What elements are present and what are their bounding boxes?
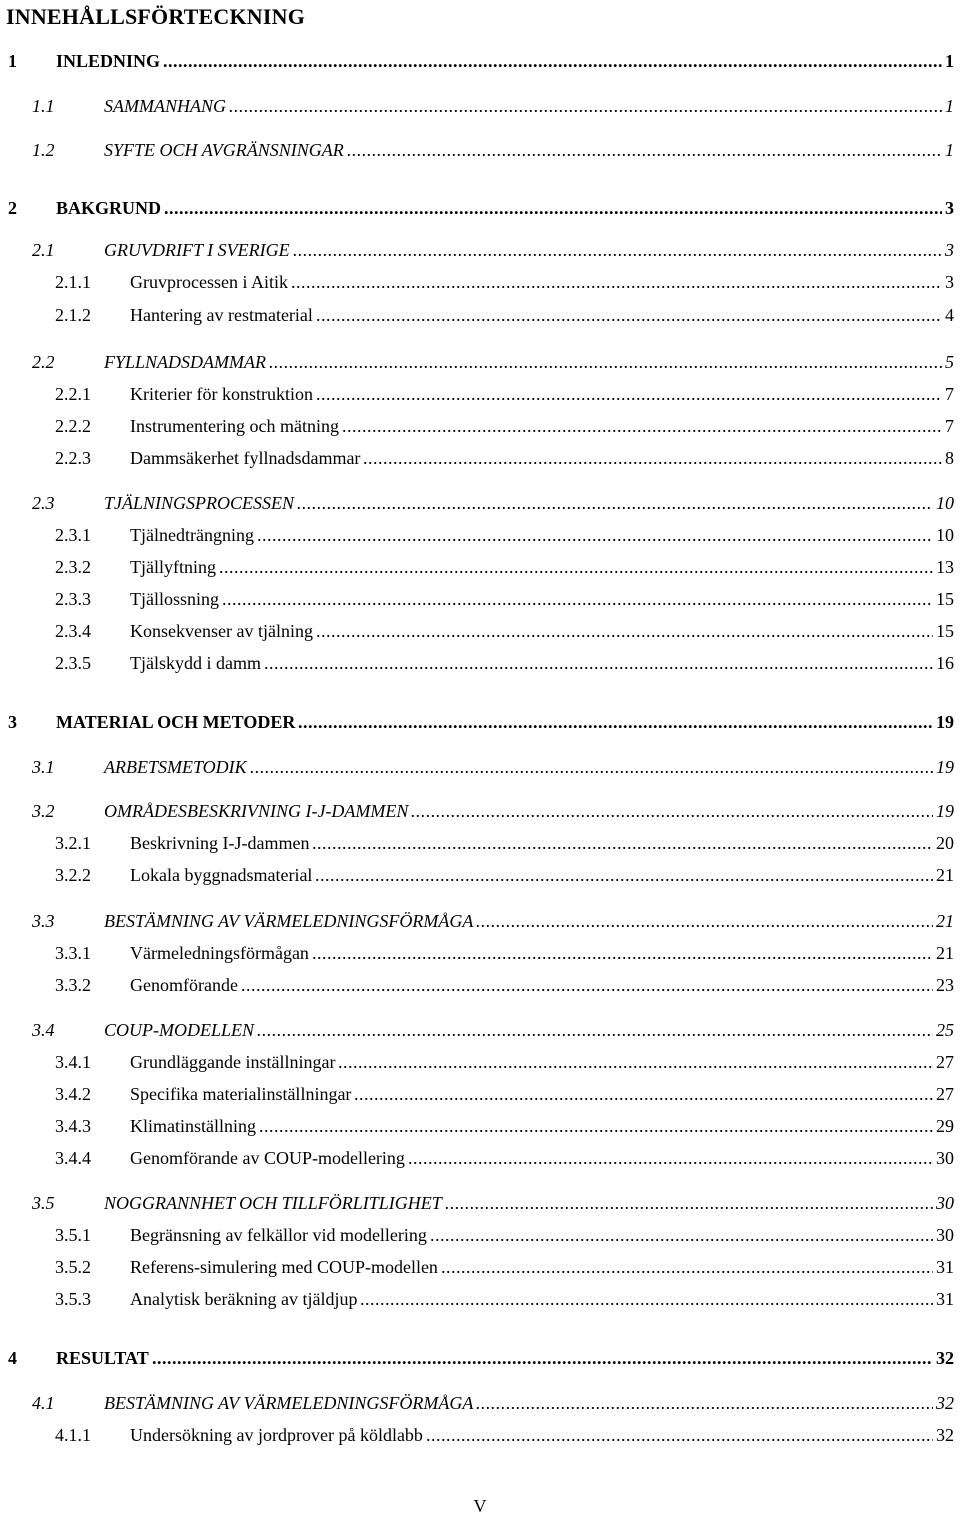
toc-entry[interactable] [0,1393,960,1417]
toc-dot-leader [163,51,942,72]
toc-entry-number: 3.2.2 [55,865,91,885]
toc-entry[interactable] [0,975,960,999]
toc-entry[interactable] [0,1193,960,1217]
toc-entry[interactable] [0,1257,960,1281]
toc-entry-number: 2.2.3 [55,448,91,468]
toc-entry[interactable] [0,833,960,857]
toc-dot-leader [316,305,942,326]
toc-entry-title: TJÄLNINGSPROCESSEN [104,493,295,513]
toc-entry-title: RESULTAT [56,1348,149,1368]
toc-entry-number: 1.2 [32,140,55,160]
toc-entry-page: 19 [936,712,954,732]
toc-entry-page: 15 [936,621,954,641]
toc-entry-number: 2.1 [32,240,55,260]
toc-entry-page: 20 [936,833,954,853]
toc-entry-title: Grundläggande inställningar [130,1052,336,1072]
toc-entry-page: 21 [936,911,954,931]
toc-entry[interactable] [0,757,960,781]
toc-entry-number: 2.2.1 [55,384,91,404]
toc-dot-leader [164,198,942,219]
toc-dot-leader [316,384,942,405]
toc-dot-leader [291,272,942,293]
toc-entry-number: 3.2 [32,801,55,821]
toc-entry[interactable] [0,943,960,967]
toc-dot-leader [312,833,933,854]
toc-entry-title: Tjällyftning [130,557,216,577]
toc-entry-number: 2.2.2 [55,416,91,436]
toc-entry-title: SYFTE OCH AVGRÄNSNINGAR [104,140,344,160]
toc-dot-leader [264,653,933,674]
toc-dot-leader [338,1052,933,1073]
toc-dot-leader [347,140,942,161]
toc-entry-page: 21 [936,943,954,963]
toc-dot-leader [360,1289,933,1310]
toc-entry-number: 2.3.2 [55,557,91,577]
toc-entry[interactable] [0,1225,960,1249]
toc-entry-title: Analytisk beräkning av tjäldjup [130,1289,358,1309]
toc-entry-number: 2 [8,198,17,218]
toc-entry-number: 4 [8,1348,17,1368]
toc-entry-title: Kriterier för konstruktion [130,384,313,404]
toc-entry-title: OMRÅDESBESKRIVNING I-J-DAMMEN [104,801,409,821]
toc-dot-leader [476,911,933,932]
toc-dot-leader [269,352,942,373]
toc-entry-title: Konsekvenser av tjälning [130,621,313,641]
toc-dot-leader [363,448,942,469]
toc-entry-page: 31 [936,1257,954,1277]
toc-entry-number: 2.3.4 [55,621,91,641]
toc-entry-page: 7 [945,416,954,436]
toc-dot-leader [426,1425,933,1446]
toc-entry-page: 3 [945,198,954,218]
toc-entry[interactable] [0,621,960,645]
toc-entry-number: 3.4.1 [55,1052,91,1072]
toc-entry-title: NOGGRANNHET OCH TILLFÖRLITLIGHET [104,1193,442,1213]
toc-dot-leader [441,1257,933,1278]
toc-entry-title: Tjällossning [130,589,219,609]
toc-entry-page: 7 [945,384,954,404]
toc-dot-leader [445,1193,933,1214]
toc-entry-title: Specifika materialinställningar [130,1084,352,1104]
toc-entry-number: 3.5.3 [55,1289,91,1309]
toc-entry-page: 3 [945,272,954,292]
toc-entry[interactable] [0,653,960,677]
toc-entry-page: 10 [936,493,954,513]
toc-entry-title: BESTÄMNING AV VÄRMELEDNINGSFÖRMÅGA [104,1393,474,1413]
toc-entry-title: SAMMANHANG [104,96,226,116]
toc-entry[interactable] [0,352,960,376]
toc-entry-number: 2.1.2 [55,305,91,325]
toc-entry[interactable] [0,493,960,517]
toc-dot-leader [411,801,933,822]
toc-entry-page: 1 [945,140,954,160]
toc-entry-page: 30 [936,1225,954,1245]
toc-entry-title: FYLLNADSDAMMAR [104,352,266,372]
toc-entry-number: 3.2.1 [55,833,91,853]
toc-entry[interactable] [0,140,960,164]
toc-entry-number: 3.1 [32,757,55,777]
toc-entry[interactable] [0,1116,960,1140]
toc-dot-leader [259,1116,933,1137]
toc-entry-title: Undersökning av jordprover på köldlabb [130,1425,423,1445]
toc-entry-title: Klimatinställning [130,1116,256,1136]
toc-entry-page: 8 [945,448,954,468]
toc-entry-number: 4.1 [32,1393,55,1413]
toc-dot-leader [257,1020,933,1041]
toc-entry[interactable] [0,712,960,736]
toc-entry-title: BAKGRUND [56,198,162,218]
toc-dot-leader [315,865,933,886]
toc-entry-title: Tjälskydd i damm [130,653,261,673]
toc-entry-page: 27 [936,1052,954,1072]
toc-entry-page: 32 [936,1425,954,1445]
toc-entry-title: GRUVDRIFT I SVERIGE [104,240,290,260]
toc-entry-page: 25 [936,1020,954,1040]
toc-dot-leader [297,493,933,514]
toc-entry-page: 21 [936,865,954,885]
toc-entry-title: Beskrivning I-J-dammen [130,833,310,853]
toc-entry-number: 1.1 [32,96,55,116]
toc-entry-page: 30 [936,1148,954,1168]
toc-entry-page: 32 [936,1348,954,1368]
toc-entry[interactable] [0,525,960,549]
toc-entry-title: Värmeledningsförmågan [130,943,309,963]
toc-dot-leader [408,1148,933,1169]
toc-entry[interactable] [0,1020,960,1044]
toc-entry-title: INLEDNING [56,51,161,71]
toc-entry-number: 3.3.1 [55,943,91,963]
page-number-footer: V [473,1496,487,1516]
toc-entry-page: 5 [945,352,954,372]
toc-entry-number: 3.5 [32,1193,55,1213]
toc-entry-number: 3.4.4 [55,1148,91,1168]
toc-entry-number: 3.4.2 [55,1084,91,1104]
toc-entry-page: 30 [936,1193,954,1213]
toc-entry-page: 1 [945,51,954,71]
toc-entry-title: Tjälnedträngning [130,525,254,545]
toc-dot-leader [222,589,933,610]
toc-entry-title: MATERIAL OCH METODER [56,712,296,732]
toc-entry[interactable] [0,384,960,408]
toc-entry-number: 2.2 [32,352,55,372]
toc-entry-page: 27 [936,1084,954,1104]
toc-entry-page: 13 [936,557,954,577]
toc-heading: INNEHÅLLSFÖRTECKNING [6,4,306,29]
toc-entry-page: 32 [936,1393,954,1413]
toc-entry-title: Begränsning av felkällor vid modellering [130,1225,427,1245]
toc-entry-number: 3.5.1 [55,1225,91,1245]
toc-dot-leader [293,240,942,261]
toc-entry-title: Dammsäkerhet fyllnadsdammar [130,448,361,468]
toc-dot-leader [219,557,933,578]
toc-entry[interactable] [0,305,960,329]
toc-entry[interactable] [0,1052,960,1076]
toc-entry[interactable] [0,557,960,581]
toc-entry-page: 15 [936,589,954,609]
toc-entry-page: 19 [936,801,954,821]
toc-entry[interactable] [0,240,960,264]
toc-entry-number: 3 [8,712,17,732]
toc-entry-number: 4.1.1 [55,1425,91,1445]
toc-entry[interactable] [0,51,960,75]
toc-dot-leader [298,712,933,733]
toc-entry[interactable] [0,96,960,120]
toc-entry[interactable] [0,198,960,222]
toc-dot-leader [257,525,933,546]
toc-entry[interactable] [0,448,960,472]
toc-entry-title: Genomförande [130,975,238,995]
toc-entry-page: 3 [945,240,954,260]
toc-entry-page: 31 [936,1289,954,1309]
toc-dot-leader [430,1225,933,1246]
toc-entry-page: 10 [936,525,954,545]
toc-dot-leader [250,757,933,778]
toc-entry-page: 4 [945,305,954,325]
toc-entry-title: ARBETSMETODIK [104,757,247,777]
toc-dot-leader [476,1393,933,1414]
toc-entry[interactable] [0,1084,960,1108]
toc-entry-title: Referens-simulering med COUP-modellen [130,1257,438,1277]
toc-entry[interactable] [0,1148,960,1172]
toc-entry-number: 3.3 [32,911,55,931]
toc-entry-number: 3.4 [32,1020,55,1040]
toc-entry-number: 2.3.1 [55,525,91,545]
toc-dot-leader [316,621,933,642]
toc-entry-number: 2.3 [32,493,55,513]
toc-entry-title: Hantering av restmaterial [130,305,313,325]
toc-entry-number: 2.1.1 [55,272,91,292]
toc-dot-leader [312,943,933,964]
toc-entry-number: 3.5.2 [55,1257,91,1277]
toc-entry[interactable] [0,589,960,613]
toc-dot-leader [342,416,942,437]
toc-dot-leader [152,1348,933,1369]
toc-entry-number: 1 [8,51,17,71]
toc-entry-title: Lokala byggnadsmaterial [130,865,313,885]
toc-entry[interactable] [0,801,960,825]
toc-entry-title: Genomförande av COUP-modellering [130,1148,405,1168]
toc-entry-number: 2.3.3 [55,589,91,609]
toc-dot-leader [241,975,933,996]
toc-entry-number: 2.3.5 [55,653,91,673]
toc-entry-number: 3.3.2 [55,975,91,995]
toc-entry[interactable] [0,272,960,296]
toc-entry-title: Gruvprocessen i Aitik [130,272,288,292]
toc-entry-page: 19 [936,757,954,777]
toc-entry[interactable] [0,865,960,889]
toc-entry[interactable] [0,911,960,935]
toc-entry-title: BESTÄMNING AV VÄRMELEDNINGSFÖRMÅGA [104,911,474,931]
toc-entry[interactable] [0,1348,960,1372]
toc-dot-leader [229,96,942,117]
toc-entry-page: 1 [945,96,954,116]
toc-entry[interactable] [0,1289,960,1313]
toc-dot-leader [354,1084,933,1105]
toc-entry-title: COUP-MODELLEN [104,1020,255,1040]
toc-entry-page: 29 [936,1116,954,1136]
toc-entry[interactable] [0,1425,960,1449]
toc-entry-page: 16 [936,653,954,673]
toc-entry-number: 3.4.3 [55,1116,91,1136]
toc-entry-title: Instrumentering och mätning [130,416,339,436]
toc-entry-page: 23 [936,975,954,995]
toc-entry[interactable] [0,416,960,440]
